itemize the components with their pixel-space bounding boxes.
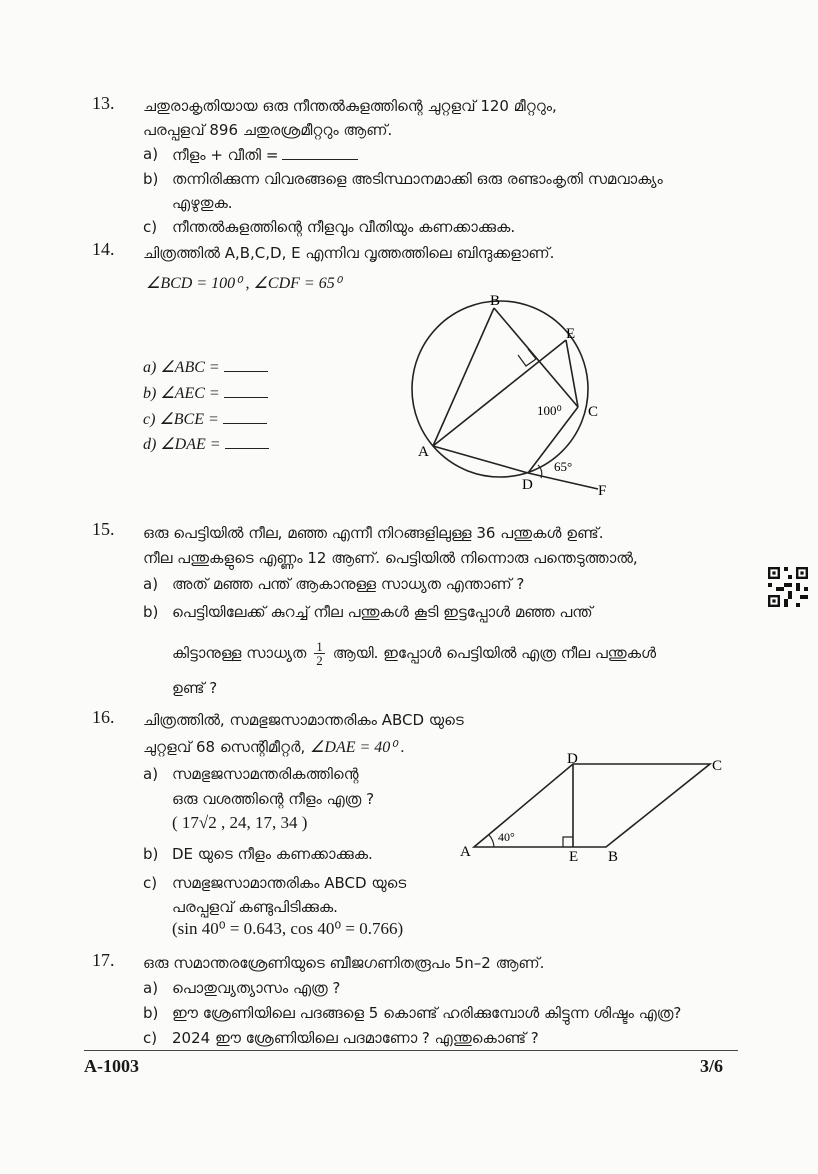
q17-stem: ഒരു സമാന്തരശ്രേണിയുടെ ബീജഗണിതരൂപം 5n–2 ആണ്. [143,954,545,972]
q14-part-b-text: ∠AEC = [160,385,220,402]
q14-part-b-label: b) [143,385,157,402]
q16-rhombus-figure [450,748,740,868]
q16-stem-line2 [143,737,405,757]
chord-ab [433,308,494,446]
page-number: 3/6 [700,1056,724,1076]
q16-part-b-label: b) [143,845,159,863]
label-c: C [712,758,723,774]
label-b: B [608,849,619,865]
q16-part-a-line1: സമഭുജസാമന്തരികത്തിന്റെ [172,765,359,783]
q16-stem-line1: ചിത്രത്തിൽ, സമഭുജസാമാന്തരികം ABCD യുടെ [143,711,464,729]
q14-part-d [143,434,269,454]
answer-blank [225,436,269,449]
q15-part-a: അത് മഞ്ഞ പന്ത് ആകാനുള്ള സാധ്യത എന്താണ് ? [172,575,525,593]
q15-stem-line2: നീല പന്തുകളുടെ എണ്ണം 12 ആണ്. പെട്ടിയിൽ നിന്നൊരു പന്തെടുത്താൽ, [143,549,638,567]
q13-part-a-label: a) [143,145,159,163]
label-d: D [522,477,533,493]
q15-part-b-label: b) [143,603,159,621]
q17-part-c: 2024 ഈ ശ്രേണിയിലെ പദമാണോ ? എന്തുകൊണ്ട് ? [172,1029,539,1047]
label-d: D [567,751,578,767]
q17-part-b: ഈ ശ്രേണിയിലെ പദങ്ങളെ 5 കൊണ്ട് ഹരിക്കുമ്പോൾ കിട്ടുന്ന ശിഷ്ടം എത്ര? [172,1004,682,1022]
q15-part-a-label: a) [143,575,159,593]
q16-part-a-options: ( 17√2 , 24, 17, 34 ) [172,813,308,832]
q14-part-d-text: ∠DAE = [160,436,221,453]
q13-part-a-text: നീളം + വീതി = [172,146,279,164]
q13-part-a [172,145,358,164]
label-e: E [566,326,576,342]
fraction-one-half [314,640,325,667]
q14-part-c [143,409,267,429]
q17-part-a: പൊതുവ്യത്യാസം എത്ര ? [172,979,341,997]
label-a: A [460,844,471,860]
q16-part-b: DE യുടെ നീളം കണക്കാക്കുക. [172,845,373,863]
right-angle-mark [563,837,573,847]
answer-blank [224,385,268,398]
answer-blank [223,411,267,424]
question-number-17: 17. [92,950,115,970]
circle [412,301,588,477]
q14-given-angles: ∠BCD = 100⁰ , ∠CDF = 65⁰ [146,275,342,292]
q16-given-angle: ∠DAE = 40⁰ . [310,739,405,756]
right-angle-mark [518,349,536,366]
q13-stem-line1: ചതുരാകൃതിയായ ഒരു നീന്തൽകുളത്തിന്റെ ചുറ്റളവ് 120 മീറ്ററും, [143,97,557,115]
label-f: F [598,483,607,499]
answer-blank [282,145,358,160]
answer-blank [224,359,268,372]
q15-part-b-line3: ഉണ്ട് ? [172,679,218,697]
fraction-numerator: 1 [316,639,323,654]
q14-part-a [143,357,268,377]
q16-perimeter-text: ചുറ്റളവ് 68 സെന്റിമീറ്റർ, [143,738,306,756]
label-e: E [569,849,579,865]
q14-stem: ചിത്രത്തിൽ A,B,C,D, E എന്നിവ വൃത്തത്തിലെ ബിന്ദുക്കളാണ്. [143,244,555,262]
fraction-denominator: 2 [316,653,323,668]
chord-bc [494,308,578,407]
q14-part-a-text: ∠ABC = [160,359,220,376]
q13-part-b-line1: തന്നിരിക്കുന്ന വിവരങ്ങളെ അടിസ്ഥാനമാക്കി ഒരു രണ്ടാംകൃതി സമവാക്യം [172,170,663,188]
q15-text-before-fraction: കിട്ടാനുള്ള സാധ്യത [172,644,307,662]
qr-code [768,567,808,607]
q16-part-c-label: c) [143,874,158,892]
paper-code: A-1003 [84,1056,139,1076]
label-a: A [418,444,429,460]
q14-circle-figure [400,290,630,500]
q14-part-c-text: ∠BCE = [159,411,219,428]
q17-part-b-label: b) [143,1004,159,1022]
label-c: C [588,404,599,420]
q13-part-c-label: c) [143,218,158,236]
angle-a-label: 40° [498,830,515,844]
q15-text-after-fraction: ആയി. ഇപ്പോൾ പെട്ടിയിൽ എത്ര നീല പന്തുകൾ [332,644,657,662]
q17-part-a-label: a) [143,979,159,997]
chord-ae [433,340,566,446]
footer-divider [84,1050,738,1051]
q13-part-b-line2: എഴുതുക. [172,194,233,212]
question-number-14: 14. [92,239,115,259]
question-number-15: 15. [92,519,115,539]
q14-part-d-label: d) [143,436,157,453]
q14-part-a-label: a) [143,359,157,376]
q13-part-b-label: b) [143,170,159,188]
q14-part-c-label: c) [143,411,156,428]
question-number-13: 13. [92,93,115,113]
q16-part-a-label: a) [143,765,159,783]
q13-part-c: നീന്തൽകുളത്തിന്റെ നീളവും വീതിയും കണക്കാക്കുക. [172,218,516,236]
q16-part-a-line2: ഒരു വശത്തിന്റെ നീളം എത്ര ? [172,790,375,808]
angle-arc-a [489,835,494,847]
chord-ec [566,340,578,407]
line-df [528,473,598,489]
q14-part-b [143,383,268,403]
q16-part-c-line2: പരപ്പളവ് കണ്ടുപിടിക്കുക. [172,898,338,916]
q13-stem-line2: പരപ്പളവ് 896 ചതുരശ്രമീറ്ററും ആണ്. [143,121,393,139]
q15-stem-line1: ഒരു പെട്ടിയിൽ നീല, മഞ്ഞ എന്നീ നിറങ്ങളിലുള്ള 36 പന്തുകൾ ഉണ്ട്. [143,524,604,542]
question-number-16: 16. [92,707,115,727]
label-b: B [490,293,501,309]
q15-part-b-line1: പെട്ടിയിലേക്ക് കുറച്ച് നീല പന്തുകൾ കൂടി ഇട്ടപ്പോൾ മഞ്ഞ പന്ത് [172,603,593,621]
q16-part-c-trig-values: (sin 40⁰ = 0.643, cos 40⁰ = 0.766) [172,919,404,938]
angle-c-label: 100⁰ [537,403,562,418]
angle-d-label: 65° [554,459,573,474]
q15-part-b-line2 [172,640,656,667]
q17-part-c-label: c) [143,1029,158,1047]
q16-part-c-line1: സമഭുജസാമാന്തരികം ABCD യുടെ [172,874,407,892]
